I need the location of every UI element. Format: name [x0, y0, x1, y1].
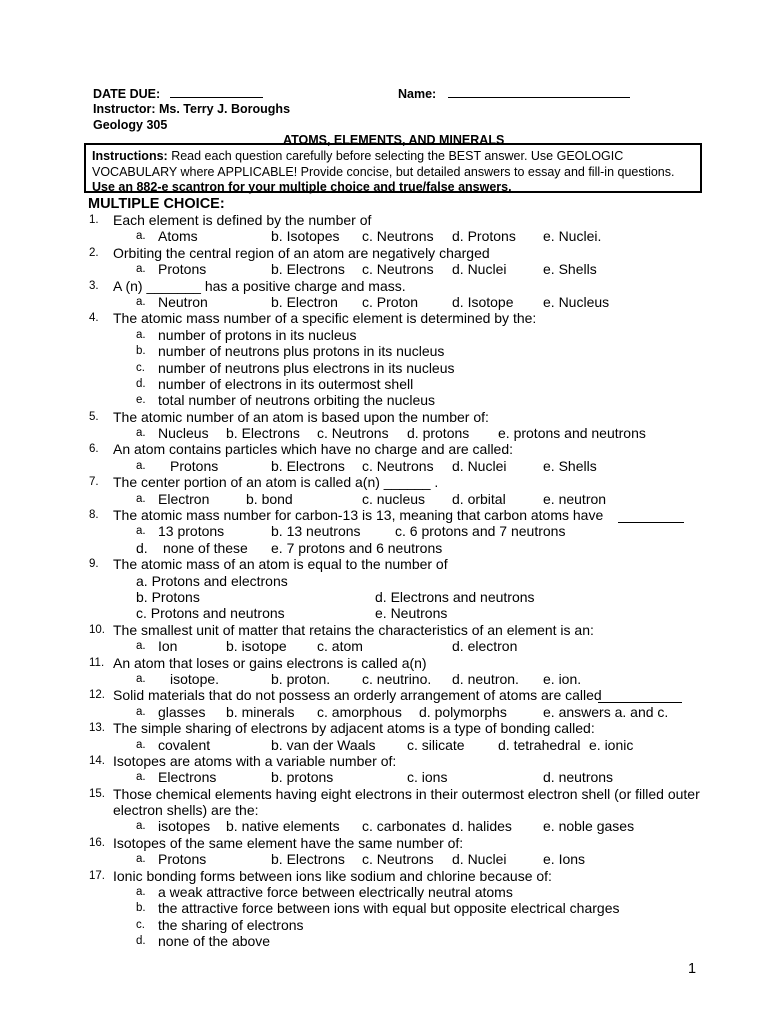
- option: none of the above: [158, 933, 271, 950]
- question-text: Each element is defined by the number of: [113, 212, 372, 228]
- question-list: [0, 212, 770, 950]
- question-9: [0, 556, 770, 572]
- options-row: [0, 425, 770, 441]
- options-row: [0, 737, 770, 753]
- question-number: 5.: [89, 410, 99, 423]
- option: b. native elements: [226, 818, 340, 835]
- option-letter: a.: [136, 459, 146, 472]
- option: d. Nuclei: [452, 261, 507, 278]
- option: number of electrons in its outermost shell: [158, 375, 414, 392]
- question-5: [0, 409, 770, 425]
- option: e. Nuclei.: [543, 228, 602, 245]
- question-2: [0, 245, 770, 261]
- option-row: [0, 343, 770, 359]
- instructions-line-1: [92, 149, 700, 165]
- option: Protons: [158, 261, 207, 278]
- option: b. Electrons: [271, 261, 345, 278]
- question-text: Ionic bonding forms between ions like sodium and chlorine because of:: [113, 867, 552, 884]
- option: d. neutrons: [543, 769, 614, 786]
- option: d. tetrahedral: [498, 736, 581, 753]
- option: number of neutrons plus electrons in its nucleus: [158, 359, 455, 376]
- answer-blank: [618, 510, 684, 523]
- question-number: 17.: [89, 869, 105, 882]
- date-due-label: DATE DUE:: [93, 87, 161, 101]
- option: a. Protons and electrons: [136, 572, 288, 589]
- option-letter: a.: [136, 886, 146, 899]
- option: d. Nuclei: [452, 457, 507, 474]
- option: e. protons and neutrons: [498, 425, 646, 442]
- options-row: [0, 851, 770, 867]
- question-text: The smallest unit of matter that retains the characteristics of an element is an:: [113, 621, 594, 638]
- option: Electron: [158, 490, 210, 507]
- options-row: [0, 671, 770, 687]
- question-number: 13.: [89, 722, 105, 735]
- question-text: The atomic number of an atom is based upon the number of:: [113, 408, 489, 425]
- option: c. Neutrons: [317, 425, 389, 442]
- page-number: 1: [688, 961, 697, 977]
- option: isotopes: [158, 818, 211, 835]
- question-number: 10.: [89, 623, 105, 636]
- question-6: [0, 441, 770, 457]
- option: b. Protons: [136, 588, 200, 605]
- option-row: [0, 376, 770, 392]
- option: b. isotope: [226, 638, 287, 655]
- question-number: 12.: [89, 689, 105, 702]
- option: b. van der Waals: [271, 736, 376, 753]
- options-row: [0, 261, 770, 277]
- instructions-label: Instructions:: [92, 149, 168, 163]
- options-row: [0, 540, 770, 556]
- option: Ion: [158, 638, 178, 655]
- question-text: An atom that loses or gains electrons is called a(n): [113, 654, 427, 671]
- question-1: [0, 212, 770, 228]
- question-number: 2.: [89, 246, 99, 259]
- question-text: Orbiting the central region of an atom are negatively charged: [113, 244, 490, 261]
- name-blank: [448, 86, 630, 98]
- option-row: [0, 900, 770, 916]
- option: e. neutron: [543, 490, 607, 507]
- option-letter: a.: [136, 230, 146, 243]
- option: d. Electrons and neutrons: [375, 588, 535, 605]
- option-letter: a.: [136, 328, 146, 341]
- name-label: Name:: [398, 87, 437, 101]
- option: 13 protons: [158, 523, 225, 540]
- option: e. ionic: [589, 736, 634, 753]
- option-letter: d.: [136, 935, 146, 948]
- option: c. amorphous: [317, 703, 402, 720]
- option: e. answers a. and c.: [543, 703, 669, 720]
- option-letter: a.: [136, 738, 146, 751]
- answer-blank: [598, 690, 682, 703]
- options-row: [0, 638, 770, 654]
- question-text: The atomic mass number for carbon-13 is 13, meaning that carbon atoms have: [113, 507, 604, 524]
- option: d. electron: [452, 638, 518, 655]
- option: e. Nucleus: [543, 293, 610, 310]
- option: Protons: [170, 457, 219, 474]
- option: d. Nuclei: [452, 851, 507, 868]
- option: c. Protons and neutrons: [136, 605, 285, 622]
- option: d. neutron.: [452, 670, 519, 687]
- date-due: [93, 86, 263, 101]
- option: c. nucleus: [362, 490, 426, 507]
- option: b. bond: [246, 490, 293, 507]
- option: total number of neutrons orbiting the nucleus: [158, 392, 436, 409]
- option: Nucleus: [158, 425, 209, 442]
- option: none of these: [163, 539, 248, 556]
- option-letter: a.: [136, 525, 146, 538]
- option-letter: a.: [136, 705, 146, 718]
- question-text: The center portion of an atom is called a(n) ______ .: [113, 474, 439, 491]
- option: c. neutrino.: [362, 670, 432, 687]
- course-line: Geology 305: [93, 118, 168, 132]
- option-row: [0, 392, 770, 408]
- option: d. Protons: [452, 228, 516, 245]
- question-14: [0, 753, 770, 769]
- question-number: 6.: [89, 443, 99, 456]
- option: glasses: [158, 703, 206, 720]
- question-number: 4.: [89, 312, 99, 325]
- question-number: 14.: [89, 754, 105, 767]
- instructions-line-3: Use an 882-e scantron for your multiple choice and true/false answers.: [92, 180, 512, 194]
- question-text: The atomic mass of an atom is equal to the number of: [113, 556, 448, 573]
- instructions-box: [84, 143, 702, 193]
- option: b. Electrons: [226, 425, 300, 442]
- option-letter: a.: [136, 295, 146, 308]
- question-number: 11.: [89, 656, 105, 669]
- question-12: [0, 687, 770, 703]
- option-row: [0, 327, 770, 343]
- question-16: [0, 835, 770, 851]
- option: e. 7 protons and 6 neutrons: [271, 539, 443, 556]
- question-number: 9.: [89, 558, 99, 571]
- question-text: The simple sharing of electrons by adjacent atoms is a type of bonding called:: [113, 720, 595, 737]
- exam-title: ATOMS, ELEMENTS, AND MINERALS: [283, 133, 505, 147]
- option-letter: b.: [136, 902, 146, 915]
- options-row: [0, 294, 770, 310]
- question-15: [0, 786, 770, 819]
- option: c. Proton: [362, 293, 419, 310]
- option-letter: a.: [136, 820, 146, 833]
- question-text: Isotopes are atoms with a variable number of:: [113, 752, 397, 769]
- option: c. atom: [317, 638, 363, 655]
- option: Neutron: [158, 293, 208, 310]
- option-letter: a.: [136, 672, 146, 685]
- option: e. Ions: [543, 851, 586, 868]
- question-13: [0, 720, 770, 736]
- question-number: 8.: [89, 509, 99, 522]
- option: c. silicate: [407, 736, 465, 753]
- option: c. Neutrons: [362, 228, 434, 245]
- option-letter: a.: [136, 427, 146, 440]
- option-letter: e.: [136, 394, 146, 407]
- question-text: Isotopes of the same element have the same number of:: [113, 834, 464, 851]
- option: c. ions: [407, 769, 448, 786]
- option-letter: c.: [136, 361, 145, 374]
- option: b. minerals: [226, 703, 295, 720]
- option-row: [0, 360, 770, 376]
- option-letter: c.: [136, 918, 145, 931]
- option-letter: a.: [136, 771, 146, 784]
- option: d. orbital: [452, 490, 506, 507]
- option: e. noble gases: [543, 818, 635, 835]
- option: c. 6 protons and 7 neutrons: [395, 523, 566, 540]
- option: b. Isotopes: [271, 228, 340, 245]
- instructions-line-2: VOCABULARY where APPLICABLE! Provide concise, but detailed answers to essay and fill-in questions.: [92, 164, 675, 179]
- question-7: [0, 474, 770, 490]
- option-row: [0, 933, 770, 949]
- option: covalent: [158, 736, 211, 753]
- question-17: [0, 868, 770, 884]
- options-row: [0, 818, 770, 834]
- option: number of neutrons plus protons in its nucleus: [158, 343, 445, 360]
- question-text: Solid materials that do not possess an orderly arrangement of atoms are called: [113, 687, 602, 704]
- question-number: 16.: [89, 836, 105, 849]
- question-number: 7.: [89, 476, 99, 489]
- options-row: [0, 491, 770, 507]
- option: the sharing of electrons: [158, 916, 304, 933]
- question-text: A (n) _______ has a positive charge and mass.: [113, 277, 406, 294]
- option-letter: a.: [136, 640, 146, 653]
- option: b. protons: [271, 769, 334, 786]
- question-text: An atom contains particles which have no charge and are called:: [113, 441, 514, 458]
- question-text: The atomic mass number of a specific element is determined by the:: [113, 310, 537, 327]
- option-row: [0, 884, 770, 900]
- option: c. carbonates: [362, 818, 447, 835]
- option: e. Neutrons: [375, 605, 448, 622]
- option: e. Shells: [543, 457, 597, 474]
- option-letter: d.: [136, 539, 148, 556]
- question-3: [0, 278, 770, 294]
- question-number: 15.: [89, 787, 105, 800]
- option: c. Neutrons: [362, 457, 434, 474]
- option: d. Isotope: [452, 293, 514, 310]
- option: b. 13 neutrons: [271, 523, 361, 540]
- options-row: [0, 704, 770, 720]
- option: d. halides: [452, 818, 512, 835]
- option: d. protons: [407, 425, 470, 442]
- option: isotope.: [170, 670, 220, 687]
- option-letter: d.: [136, 377, 146, 390]
- options-row: [0, 228, 770, 244]
- question-number: 3.: [89, 279, 99, 292]
- option: a weak attractive force between electrically neutral atoms: [158, 884, 513, 901]
- question-11: [0, 655, 770, 671]
- option: Protons: [158, 851, 207, 868]
- option: b. Electrons: [271, 851, 345, 868]
- option: the attractive force between ions with equal but opposite electrical charges: [158, 900, 620, 917]
- question-number: 1.: [89, 214, 99, 226]
- option-row: [0, 917, 770, 933]
- option-row: [0, 605, 770, 621]
- option: c. Neutrons: [362, 851, 434, 868]
- question-8: [0, 507, 770, 523]
- question-4: [0, 310, 770, 326]
- option-letter: b.: [136, 345, 146, 358]
- option: Electrons: [158, 769, 217, 786]
- option-row: [0, 573, 770, 589]
- option: b. proton.: [271, 670, 331, 687]
- option: e. ion.: [543, 670, 582, 687]
- option: Atoms: [158, 228, 198, 245]
- option-letter: a.: [136, 492, 146, 505]
- option: b. Electron: [271, 293, 338, 310]
- instructions-text-1: Read each question carefully before selecting the BEST answer. Use GEOLOGIC: [171, 149, 624, 163]
- option-row: [0, 589, 770, 605]
- option: c. Neutrons: [362, 261, 434, 278]
- option: d. polymorphs: [419, 703, 507, 720]
- question-10: [0, 622, 770, 638]
- option: number of protons in its nucleus: [158, 326, 357, 343]
- option: e. Shells: [543, 261, 597, 278]
- date-due-blank: [170, 86, 263, 98]
- options-row: [0, 769, 770, 785]
- instructor-line: Instructor: Ms. Terry J. Boroughs: [93, 102, 291, 116]
- name-field: [398, 86, 630, 101]
- options-row: [0, 458, 770, 474]
- option-letter: a.: [136, 853, 146, 866]
- options-row: [0, 523, 770, 539]
- option: b. Electrons: [271, 457, 345, 474]
- section-heading: MULTIPLE CHOICE:: [88, 196, 225, 212]
- option-letter: a.: [136, 263, 146, 276]
- question-text: Those chemical elements having eight electrons in their outermost electron shell (or filled outer electron shells) are the:: [113, 785, 700, 819]
